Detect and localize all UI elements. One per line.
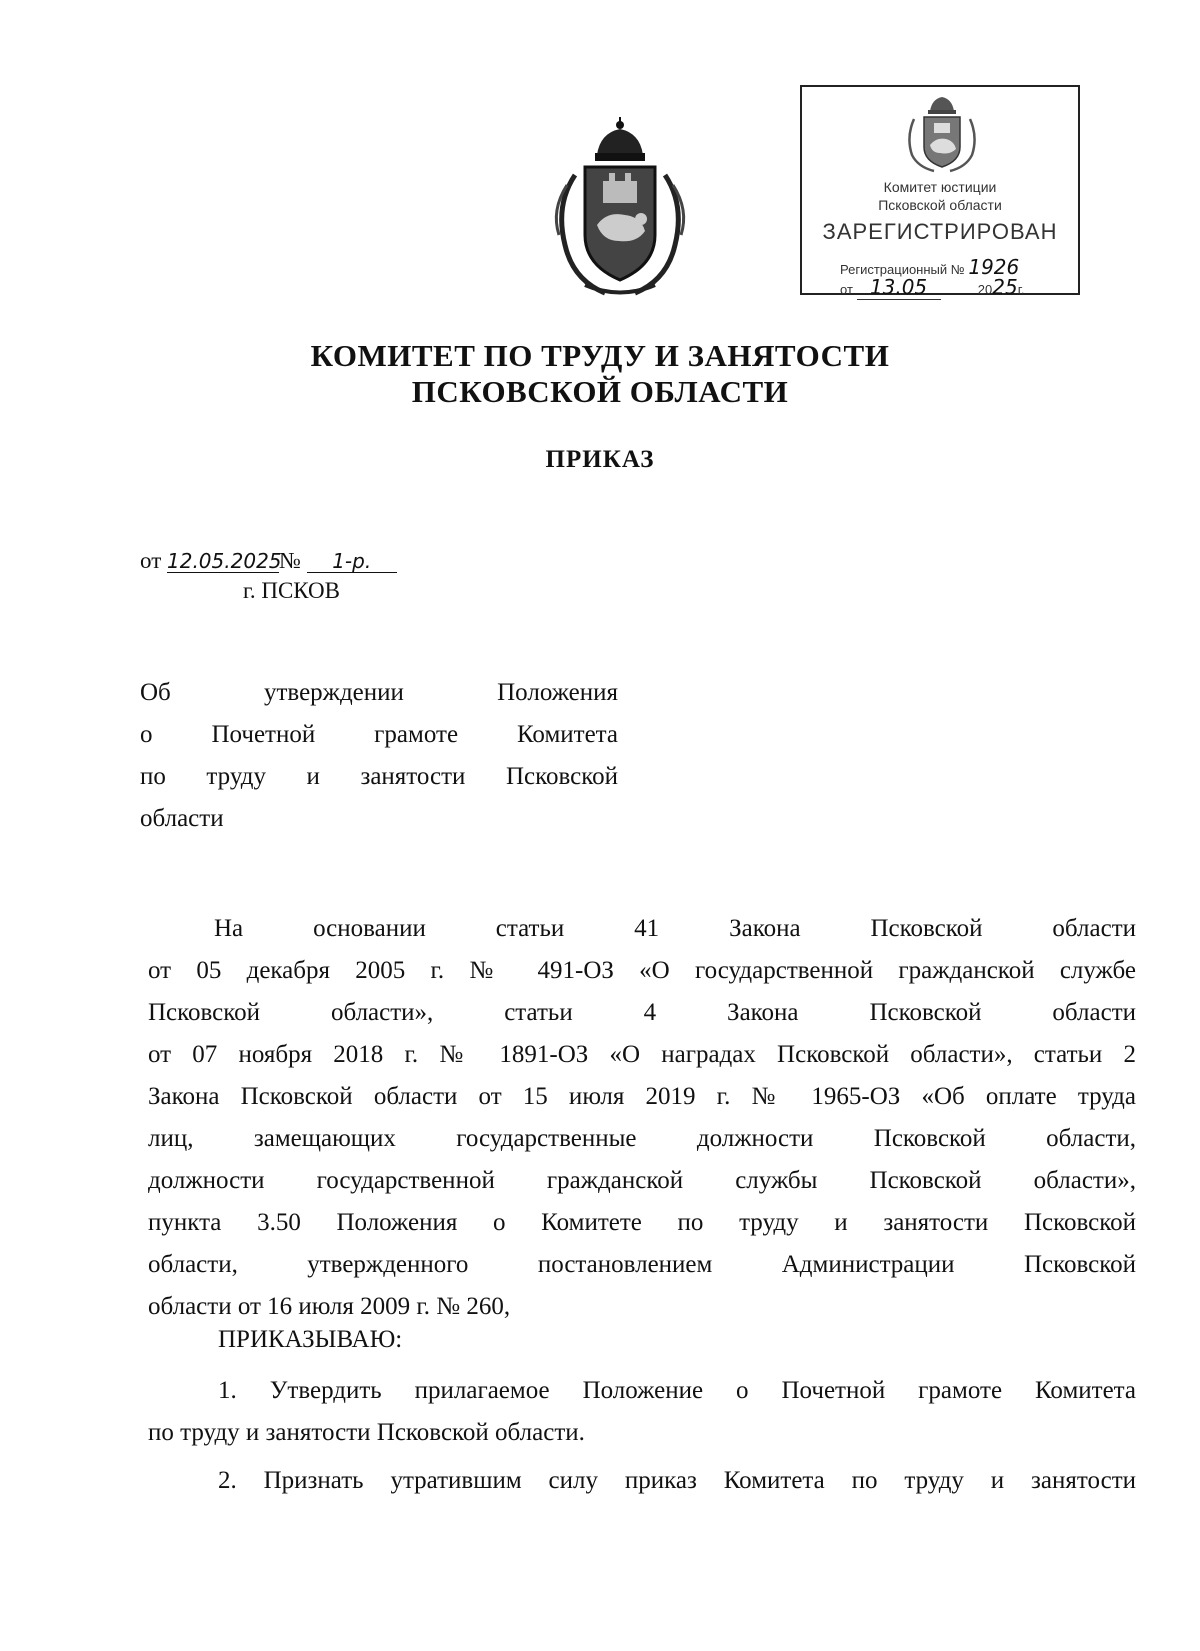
order-item-1 (148, 1370, 1136, 1454)
preamble-line: от 05 декабря 2005 г. № 491-ОЗ «О государственной гражданской службе (148, 957, 1136, 984)
stamp-date-value: 13.05 (857, 275, 941, 300)
subject-line: Об утверждении Положения (140, 679, 618, 706)
order-verb: ПРИКАЗЫВАЮ: (218, 1326, 403, 1353)
item-line: по труду и занятости Псковской области. (148, 1419, 585, 1446)
subject-line: о Почетной грамоте Комитета (140, 721, 618, 748)
order-number-value: 1-р. (307, 550, 397, 573)
preamble-line: Псковской области», статьи 4 Закона Псковской области (148, 999, 1136, 1026)
coat-of-arms-emblem (545, 115, 695, 305)
item-line: 2. Признать утратившим силу приказ Комитета по труду и занятости (218, 1467, 1136, 1494)
preamble-line: должности государственной гражданской службы Псковской области», (148, 1167, 1136, 1194)
preamble-line: от 07 ноября 2018 г. № 1891-ОЗ «О наградах Псковской области», статьи 2 (148, 1041, 1136, 1068)
stamp-emblem-icon (902, 93, 982, 175)
preamble-line: области, утвержденного постановлением Администрации Псковской (148, 1251, 1136, 1278)
preamble-line: лиц, замещающих государственные должности Псковской области, (148, 1125, 1136, 1152)
order-date-value: 12.05.2025 (167, 549, 282, 573)
preamble-line: Закона Псковской области от 15 июля 2019 г. № 1965-ОЗ «Об оплате труда (148, 1083, 1136, 1110)
preamble-line: области от 16 июля 2009 г. № 260, (148, 1293, 511, 1320)
order-subject (140, 672, 618, 840)
order-city: г. ПСКОВ (243, 578, 341, 603)
org-title-line-2: ПСКОВСКОЙ ОБЛАСТИ (411, 374, 789, 409)
stamp-org-line-2: Псковской области (878, 197, 1002, 213)
stamp-org-line-1: Комитет юстиции (883, 179, 997, 195)
order-item-2 (148, 1460, 1136, 1502)
order-preamble (148, 908, 1136, 1328)
order-date-number-row (140, 548, 397, 574)
preamble-line: пункта 3.50 Положения о Комитете по труду и занятости Псковской (148, 1209, 1136, 1236)
stamp-year-prefix: 20 (977, 282, 993, 297)
org-title-line-1: КОМИТЕТ ПО ТРУДУ И ЗАНЯТОСТИ (310, 338, 890, 373)
stamp-reg-label: Регистрационный № (840, 262, 965, 277)
stamp-reg-number: 1926 (968, 255, 1020, 279)
stamp-date-row (840, 275, 1024, 300)
preamble-line: На основании статьи 41 Закона Псковской области (214, 915, 1136, 942)
registration-stamp (800, 85, 1080, 299)
order-date-prefix: от (140, 548, 162, 573)
stamp-status: ЗАРЕГИСТРИРОВАН (822, 219, 1058, 244)
document-type: ПРИКАЗ (545, 446, 655, 473)
item-line: 1. Утвердить прилагаемое Положение о Почетной грамоте Комитета (218, 1377, 1136, 1404)
subject-line: области (140, 805, 224, 832)
subject-line: по труду и занятости Псковской (140, 763, 618, 790)
stamp-year-value: 25 (992, 275, 1018, 299)
stamp-date-prefix: от (840, 282, 853, 297)
order-number-prefix: № (279, 548, 301, 573)
stamp-year-suffix: г. (1017, 282, 1025, 297)
